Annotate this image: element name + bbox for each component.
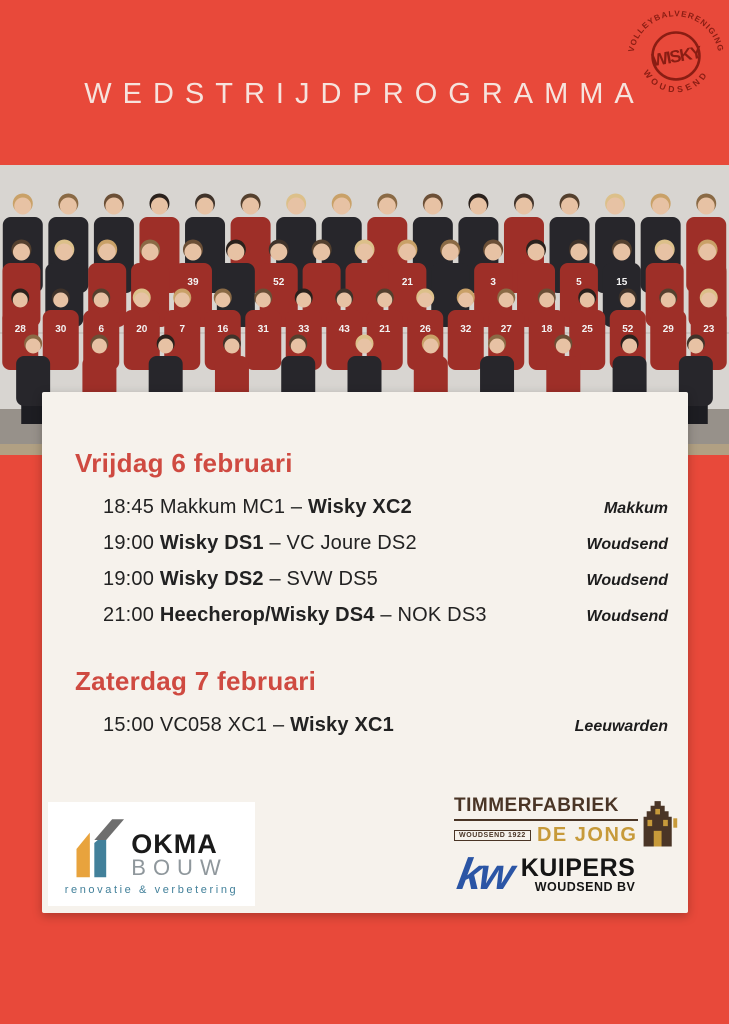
kuipers-mark-icon: kw — [453, 850, 516, 899]
kuipers-block — [453, 850, 678, 899]
match-line — [103, 532, 417, 555]
match-dash: – — [267, 714, 291, 736]
svg-text:3: 3 — [490, 277, 496, 288]
match-time: 19:00 — [103, 532, 160, 554]
match-dash: – — [285, 496, 309, 518]
match-row — [75, 604, 668, 628]
match-time: 19:00 — [103, 568, 160, 590]
day-matches — [75, 714, 668, 738]
match-home-team: Makkum MC1 — [159, 496, 286, 518]
schedule-card — [42, 392, 688, 913]
match-home-team: VC058 XC1 — [159, 714, 268, 736]
schedule-days — [42, 392, 688, 738]
match-row — [75, 496, 668, 520]
match-line — [103, 568, 378, 591]
poster-title: WEDSTRIJDPROGRAMMA — [84, 78, 645, 110]
match-dash: – — [263, 532, 287, 554]
kuipers-name: KUIPERS — [520, 854, 636, 882]
svg-text:52: 52 — [622, 324, 634, 335]
day-heading: Zaterdag 7 februari — [75, 666, 317, 696]
schedule-day — [75, 448, 668, 628]
match-home-team: Heecherop/Wisky DS4 — [159, 604, 375, 626]
day-heading: Vrijdag 6 februari — [75, 448, 293, 478]
timmerfabriek-name: TIMMERFABRIEK — [454, 795, 638, 821]
match-home-team: Wisky DS1 — [159, 532, 264, 554]
okma-tagline: renovatie & verbetering — [64, 883, 239, 896]
svg-text:18: 18 — [541, 324, 553, 335]
match-away-team: VC Joure DS2 — [286, 532, 417, 554]
okma-row — [75, 813, 227, 879]
svg-text:52: 52 — [273, 277, 285, 288]
house-icon — [642, 795, 678, 851]
match-row — [75, 568, 668, 592]
club-logo-top-text: VOLLEYBALVERENIGING — [626, 9, 726, 54]
club-logo-bottom-text: WOUDSEND — [641, 67, 711, 95]
okma-name: OKMA — [131, 828, 218, 859]
sponsor-okma-logo — [48, 802, 255, 906]
svg-text:7: 7 — [179, 324, 186, 335]
svg-text:21: 21 — [379, 324, 391, 335]
match-time: 15:00 — [103, 714, 160, 736]
svg-text:30: 30 — [55, 324, 67, 335]
svg-text:28: 28 — [14, 324, 26, 335]
svg-text:32: 32 — [460, 324, 472, 335]
match-row — [75, 532, 668, 556]
match-dash: – — [263, 568, 287, 590]
club-logo-monogram: WISKY — [650, 41, 702, 71]
svg-text:25: 25 — [581, 324, 593, 335]
kuipers-sub: WOUDSEND BV — [534, 880, 636, 894]
match-away-team: Wisky XC2 — [308, 496, 412, 518]
kuipers-words — [521, 856, 636, 894]
svg-text:16: 16 — [217, 324, 229, 335]
okma-mark-icon — [75, 813, 127, 879]
svg-text:23: 23 — [703, 324, 715, 335]
okma-sub: BOUW — [131, 854, 228, 880]
svg-text:15: 15 — [616, 277, 628, 288]
okma-words — [131, 828, 228, 880]
match-location: Woudsend — [586, 572, 668, 589]
svg-text:29: 29 — [662, 324, 674, 335]
svg-text:26: 26 — [419, 324, 431, 335]
match-away-team: NOK DS3 — [397, 604, 487, 626]
svg-text:27: 27 — [500, 324, 512, 335]
day-matches — [75, 496, 668, 628]
svg-text:33: 33 — [298, 324, 310, 335]
timmerfabriek-block — [454, 795, 678, 851]
svg-text:43: 43 — [338, 324, 350, 335]
match-away-team: Wisky XC1 — [290, 714, 394, 736]
timmerfabriek-badge: WOUDSEND 1922 — [454, 830, 531, 841]
sponsor-dejong-kuipers — [454, 795, 678, 897]
match-location: Woudsend — [586, 608, 668, 625]
match-line — [103, 496, 412, 519]
match-location: Makkum — [603, 500, 668, 517]
match-home-team: Wisky DS2 — [159, 568, 264, 590]
svg-text:5: 5 — [576, 277, 582, 288]
svg-text:31: 31 — [257, 324, 269, 335]
match-time: 21:00 — [103, 604, 160, 626]
svg-text:6: 6 — [98, 324, 105, 335]
svg-text:20: 20 — [136, 324, 148, 335]
match-line — [103, 714, 394, 737]
match-line — [103, 604, 487, 627]
schedule-day — [75, 666, 668, 738]
svg-text:21: 21 — [401, 277, 413, 288]
match-dash: – — [374, 604, 398, 626]
timmerfabriek-dejong: DE JONG — [536, 824, 638, 846]
match-location: Woudsend — [586, 536, 668, 553]
match-location: Leeuwarden — [574, 718, 668, 735]
timmerfabriek-text — [454, 795, 638, 847]
match-time: 18:45 — [103, 496, 160, 518]
timmerfabriek-row2 — [454, 824, 638, 847]
match-row — [75, 714, 668, 738]
match-away-team: SVW DS5 — [286, 568, 378, 590]
svg-text:39: 39 — [187, 277, 199, 288]
